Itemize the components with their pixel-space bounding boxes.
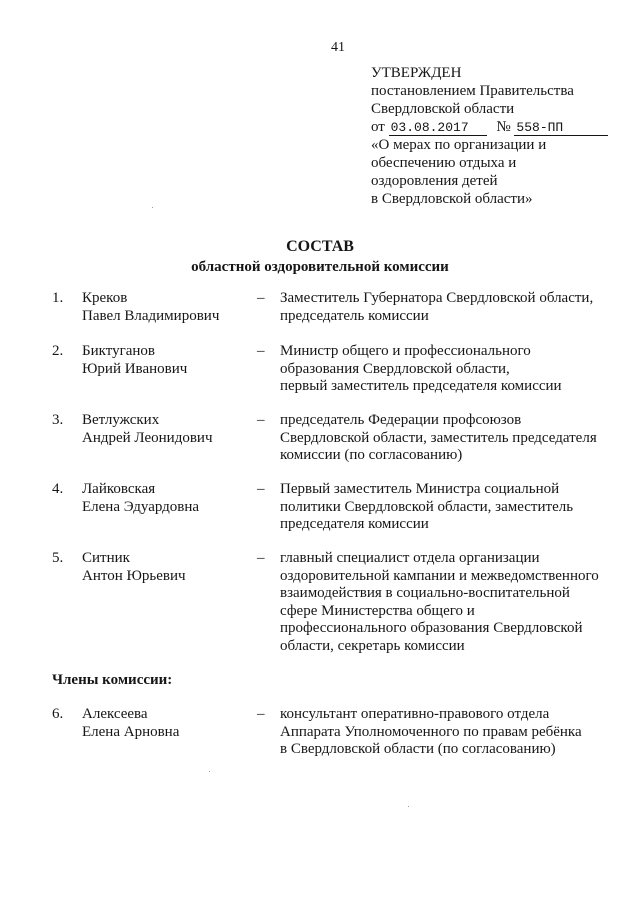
role-line: первый заместитель председателя комиссии: [280, 378, 562, 394]
member-name: [82, 706, 247, 741]
member-number: 6.: [52, 706, 64, 722]
approval-date-line: [371, 118, 621, 136]
member-surname: Алексеева: [82, 706, 148, 722]
number-label: №: [496, 119, 511, 135]
decree-title-line: оздоровления детей: [371, 173, 498, 189]
approval-line-2: Свердловской области: [371, 101, 515, 117]
role-line: комиссии (по согласованию): [280, 447, 463, 463]
decree-title-line: обеспечению отдыха и: [371, 155, 517, 171]
decree-date: 03.08.2017: [389, 121, 487, 136]
member-given-name: Юрий Иванович: [82, 360, 188, 377]
role-line: сфере Министерства общего и: [280, 602, 475, 619]
member-role: [280, 706, 610, 759]
scan-speck: [209, 771, 210, 772]
member-dash: –: [257, 481, 265, 497]
role-line: области, секретарь комиссии: [280, 637, 465, 654]
decree-title-line: «О мерах по организации и: [371, 137, 547, 153]
member-surname: Креков: [82, 290, 128, 306]
role-line: Аппарата Уполномоченного по правам ребёнка: [280, 723, 582, 740]
role-line: образования Свердловской области,: [280, 360, 510, 377]
approval-block: [371, 64, 621, 208]
approval-title: УТВЕРЖДЕН: [371, 65, 462, 81]
role-line: председатель комиссии: [280, 307, 429, 324]
decree-number: 558-ПП: [514, 121, 608, 136]
role-line: главный специалист отдела организации: [280, 550, 540, 566]
scan-speck: [408, 806, 409, 807]
member-given-name: Павел Владимирович: [82, 307, 220, 324]
member-name: [82, 290, 247, 325]
members-heading: Члены комиссии:: [52, 672, 173, 688]
role-line: председателя комиссии: [280, 516, 429, 532]
document-heading: [0, 237, 640, 276]
heading-subtitle: областной оздоровительной комиссии: [191, 259, 449, 275]
heading-title: СОСТАВ: [286, 238, 354, 255]
member-number: 5.: [52, 550, 64, 566]
member-dash: –: [257, 412, 265, 428]
from-label: от: [371, 119, 385, 135]
member-dash: –: [257, 550, 265, 566]
role-line: Заместитель Губернатора Свердловской области,: [280, 290, 594, 306]
member-name: [82, 550, 247, 585]
member-dash: –: [257, 343, 265, 359]
member-number: 3.: [52, 412, 64, 428]
role-line: Министр общего и профессионального: [280, 343, 531, 359]
member-given-name: Елена Арновна: [82, 723, 180, 740]
member-role: [280, 412, 610, 465]
role-line: Первый заместитель Министра социальной: [280, 481, 560, 497]
role-line: в Свердловской области (по согласованию): [280, 741, 556, 757]
member-name: [82, 481, 247, 516]
member-name: [82, 412, 247, 447]
member-name: [82, 343, 247, 378]
member-role: [280, 550, 610, 655]
decree-title-line: в Свердловской области»: [371, 191, 533, 207]
member-role: [280, 481, 610, 534]
role-line: профессионального образования Свердловской: [280, 620, 583, 636]
member-role: [280, 343, 610, 396]
member-role: [280, 290, 610, 325]
role-line: консультант оперативно-правового отдела: [280, 706, 550, 722]
member-dash: –: [257, 290, 265, 306]
member-surname: Биктуганов: [82, 343, 156, 359]
member-number: 1.: [52, 290, 64, 306]
role-line: политики Свердловской области, заместитель: [280, 498, 574, 515]
member-given-name: Андрей Леонидович: [82, 429, 213, 446]
member-surname: Лайковская: [82, 481, 156, 497]
member-surname: Ветлужских: [82, 412, 160, 428]
role-line: Свердловской области, заместитель председателя: [280, 429, 597, 446]
member-number: 2.: [52, 343, 64, 359]
page-number: 41: [331, 40, 345, 55]
member-dash: –: [257, 706, 265, 722]
scan-speck: [152, 207, 153, 208]
approval-line-1: постановлением Правительства: [371, 83, 574, 99]
role-line: взаимодействия в социально-воспитательной: [280, 585, 570, 601]
member-number: 4.: [52, 481, 64, 497]
role-line: председатель Федерации профсоюзов: [280, 412, 522, 428]
member-given-name: Елена Эдуардовна: [82, 498, 200, 515]
decree-title: [371, 136, 621, 208]
member-given-name: Антон Юрьевич: [82, 567, 186, 584]
member-surname: Ситник: [82, 550, 130, 566]
role-line: оздоровительной кампании и межведомственного: [280, 567, 599, 584]
